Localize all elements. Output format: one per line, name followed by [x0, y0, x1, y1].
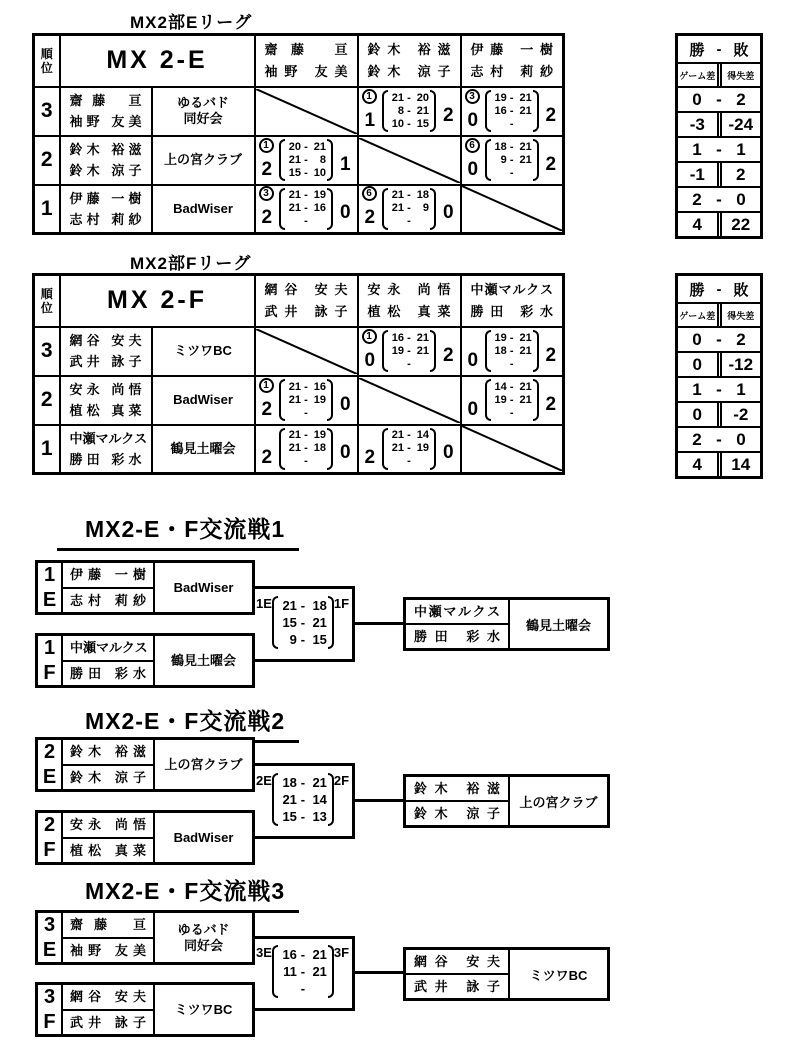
playoff-box-top	[35, 737, 255, 792]
connector-line	[253, 763, 355, 766]
games-won-right: 0	[442, 202, 454, 224]
pair-names: 齋藤 亘 袖野 友美	[60, 87, 152, 136]
seed-cell: 1 F	[38, 636, 63, 685]
opponent-header: 中瀬マルクス 勝田 彩水	[461, 275, 564, 327]
playoff-score: 3E 16 - 21 11 - 21 - 3F	[256, 945, 350, 996]
game-scores: 21 - 16 21 - 19 -	[288, 380, 327, 419]
diff-row: -1 2	[678, 161, 760, 186]
games-won-left: 2	[364, 207, 376, 229]
match-number-badge: 6	[465, 138, 480, 153]
connector-line	[253, 936, 355, 939]
bracket-left	[382, 90, 388, 132]
win-loss-header: 勝 - 敗	[689, 280, 749, 299]
diagonal-cell	[358, 376, 461, 425]
game-scores: 16 - 21 19 - 21 -	[391, 331, 430, 370]
team-name: 上の宮クラブ	[153, 740, 252, 789]
rank-header-cell	[34, 35, 60, 87]
game-scores: 19 - 21 18 - 21 -	[494, 331, 532, 370]
playoff-score: 2E 18 - 21 21 - 14 15 - 13 2F	[256, 773, 350, 824]
bracket-right	[533, 139, 539, 181]
pair-names: 網谷 安夫 武井 詠子	[60, 327, 152, 376]
game-scores: 21 - 14 21 - 19 -	[391, 429, 430, 468]
playoff-score: 1E 21 - 18 15 - 21 9 - 15 1F	[256, 596, 350, 647]
bracket-right	[327, 139, 333, 181]
game-scores: 21 - 18 21 - 9 -	[391, 189, 430, 228]
bracket-left	[272, 945, 278, 998]
team-name: 鶴見土曜会	[153, 636, 252, 685]
pair-names: 安永 尚悟 植松 真菜	[63, 813, 153, 862]
bracket-right	[327, 188, 333, 230]
diagonal-cell	[461, 185, 564, 234]
games-won-right: 0	[339, 202, 351, 224]
match-cell	[358, 425, 461, 474]
league-name-cell: MX 2-F	[60, 275, 255, 327]
match-cell	[461, 327, 564, 376]
team-name: ミツワBC	[153, 985, 252, 1034]
bracket-right	[430, 188, 436, 230]
games-won-left: 2	[261, 158, 273, 180]
match-cell	[255, 425, 358, 474]
rank-value: 2	[34, 376, 60, 425]
winner-pair: 鈴木 裕滋 鈴木 涼子	[406, 777, 508, 825]
win-loss-row: 1 - 1	[678, 376, 760, 401]
diff-header: ゲーム差 得失差	[678, 302, 760, 326]
games-won-right: 0	[442, 442, 454, 464]
game-scores: 20 - 21 21 - 8 15 - 10	[288, 140, 327, 179]
pair-names: 伊藤 一樹 志村 莉紗	[63, 563, 153, 612]
win-loss-row: 2 - 0	[678, 186, 760, 211]
league-row	[34, 136, 564, 185]
league-table-f	[32, 273, 565, 475]
team-name: 鶴見土曜会	[152, 425, 255, 474]
league-row	[34, 425, 564, 474]
bracket-right	[533, 379, 539, 421]
match-cell	[461, 376, 564, 425]
connector-line	[352, 622, 403, 625]
team-name: BadWiser	[153, 563, 252, 612]
bracket-left	[382, 428, 388, 470]
win-loss-row: 2 - 0	[678, 426, 760, 451]
standings-e	[675, 33, 763, 239]
match-cell	[461, 136, 564, 185]
playoff-title-3: MX2-E・F交流戦3	[57, 873, 299, 913]
pair-names: 中瀬マルクス 勝田 彩水	[63, 636, 153, 685]
team-name: ミツワBC	[152, 327, 255, 376]
match-number-badge: 1	[259, 138, 274, 153]
games-won-left: 2	[261, 447, 273, 469]
diagonal-line	[462, 426, 563, 471]
match-cell	[255, 136, 358, 185]
playoff-title-2: MX2-E・F交流戦2	[57, 703, 299, 743]
games-won-left: 2	[261, 207, 273, 229]
games-won-left: 0	[467, 349, 479, 371]
seed-cell: 1 E	[38, 563, 63, 612]
diff-row: 4 14	[678, 451, 760, 476]
rank-value: 3	[34, 87, 60, 136]
league-header-row	[34, 275, 564, 327]
game-scores: 21 - 19 21 - 18 -	[288, 429, 327, 468]
diagonal-line	[359, 378, 460, 423]
diagonal-line	[462, 186, 563, 231]
win-loss-row: 0 - 2	[678, 86, 760, 111]
diagonal-cell	[255, 327, 358, 376]
rank-value: 1	[34, 425, 60, 474]
connector-line	[352, 971, 403, 974]
match-number-badge: 1	[362, 89, 377, 104]
bracket-right	[430, 428, 436, 470]
pair-names: 鈴木 裕滋 鈴木 涼子	[63, 740, 153, 789]
pair-names: 齋藤 亘 袖野 友美	[63, 913, 153, 962]
pair-names: 鈴木 裕滋 鈴木 涼子	[60, 136, 152, 185]
winner-box	[403, 947, 610, 1001]
opponent-header: 安永 尚悟 植松 真菜	[358, 275, 461, 327]
winner-box	[403, 774, 610, 828]
diagonal-line	[256, 89, 357, 134]
bracket-left	[485, 379, 491, 421]
diff-header: ゲーム差 得失差	[678, 62, 760, 86]
seed-cell: 2 F	[38, 813, 63, 862]
games-won-right: 0	[339, 393, 351, 415]
rank-value: 2	[34, 136, 60, 185]
league-title-e: MX2部Eリーグ	[130, 13, 253, 32]
rank-value: 1	[34, 185, 60, 234]
winner-pair: 網谷 安夫 武井 詠子	[406, 950, 508, 998]
bracket-left	[272, 596, 278, 649]
winner-pair: 中瀬マルクス 勝田 彩水	[406, 600, 508, 648]
team-name: BadWiser	[152, 376, 255, 425]
bracket-right	[327, 428, 333, 470]
pair-names: 網谷 安夫 武井 詠子	[63, 985, 153, 1034]
pair-names: 中瀬マルクス 勝田 彩水	[60, 425, 152, 474]
match-cell	[255, 185, 358, 234]
game-scores: 18 - 21 9 - 21 -	[494, 140, 532, 179]
diff-row: 4 22	[678, 211, 760, 236]
bracket-left	[279, 139, 285, 181]
league-table-e	[32, 33, 565, 235]
games-won-right: 2	[545, 393, 557, 415]
game-scores: 16 - 21 11 - 21 -	[282, 947, 327, 996]
bracket-left	[382, 330, 388, 372]
playoff-box-top	[35, 910, 255, 965]
bracket-left	[272, 773, 278, 826]
opponent-header: 鈴木 裕滋 鈴木 涼子	[358, 35, 461, 87]
game-scores: 19 - 21 16 - 21 -	[494, 91, 532, 130]
games-won-right: 2	[545, 344, 557, 366]
opponent-header: 齋藤 亘 袖野 友美	[255, 35, 358, 87]
match-number-badge: 1	[259, 378, 274, 393]
bracket-left	[279, 188, 285, 230]
diff-row: 0 -2	[678, 401, 760, 426]
game-scores: 18 - 21 21 - 14 15 - 13	[282, 775, 327, 824]
connector-line	[253, 586, 355, 589]
match-number-badge: 3	[465, 89, 480, 104]
bracket-left	[485, 90, 491, 132]
winner-team: ミツワBC	[508, 950, 607, 998]
diagonal-cell	[255, 87, 358, 136]
opponent-header: 網谷 安夫 武井 詠子	[255, 275, 358, 327]
match-cell	[255, 376, 358, 425]
seed-cell: 3 E	[38, 913, 63, 962]
games-won-right: 1	[339, 153, 351, 175]
win-loss-row: 0 - 2	[678, 326, 760, 351]
match-cell	[358, 185, 461, 234]
diff-row: -3 -24	[678, 111, 760, 136]
game-scores: 21 - 18 15 - 21 9 - 15	[282, 598, 327, 647]
game-scores: 21 - 19 21 - 16 -	[288, 189, 327, 228]
pair-names: 安永 尚悟 植松 真菜	[60, 376, 152, 425]
diagonal-line	[359, 138, 460, 183]
bracket-left	[279, 379, 285, 421]
games-won-left: 1	[364, 109, 376, 131]
rank-header: 順位	[40, 286, 53, 315]
bracket-right	[430, 330, 436, 372]
playoff-box-bottom	[35, 810, 255, 865]
pair-names: 伊藤 一樹 志村 莉紗	[60, 185, 152, 234]
league-row	[34, 185, 564, 234]
bracket-right	[533, 330, 539, 372]
match-number-badge: 3	[259, 186, 274, 201]
bracket-left	[382, 188, 388, 230]
games-won-right: 2	[545, 153, 557, 175]
playoff-box-bottom	[35, 982, 255, 1037]
seed-cell: 3 F	[38, 985, 63, 1034]
games-won-right: 2	[442, 104, 454, 126]
team-name: 上の宮クラブ	[152, 136, 255, 185]
team-name: ゆるバド 同好会	[153, 913, 252, 962]
bracket-right	[327, 379, 333, 421]
connector-line	[253, 659, 355, 662]
league-row	[34, 87, 564, 136]
diff-row: 0 -12	[678, 351, 760, 376]
team-name: BadWiser	[152, 185, 255, 234]
diagonal-cell	[358, 136, 461, 185]
winner-box	[403, 597, 610, 651]
connector-line	[352, 799, 403, 802]
team-name: BadWiser	[153, 813, 252, 862]
match-number-badge: 6	[362, 186, 377, 201]
bracket-right	[430, 90, 436, 132]
league-header-row	[34, 35, 564, 87]
game-scores: 14 - 21 19 - 21 -	[494, 380, 532, 419]
rank-value: 3	[34, 327, 60, 376]
match-cell	[358, 87, 461, 136]
games-won-left: 0	[467, 158, 479, 180]
opponent-header: 伊藤 一樹 志村 莉紗	[461, 35, 564, 87]
win-loss-header: 勝 - 敗	[689, 40, 749, 59]
match-cell	[358, 327, 461, 376]
win-loss-row: 1 - 1	[678, 136, 760, 161]
playoff-box-top	[35, 560, 255, 615]
games-won-right: 0	[339, 442, 351, 464]
games-won-left: 2	[261, 398, 273, 420]
winner-team: 鶴見土曜会	[508, 600, 607, 648]
playoff-title-1: MX2-E・F交流戦1	[57, 511, 299, 551]
league-name-cell: MX 2-E	[60, 35, 255, 87]
bracket-left	[279, 428, 285, 470]
games-won-left: 0	[467, 109, 479, 131]
games-won-right: 2	[545, 104, 557, 126]
standings-f	[675, 273, 763, 479]
diagonal-cell	[461, 425, 564, 474]
rank-header: 順位	[40, 46, 53, 75]
playoff-box-bottom	[35, 633, 255, 688]
game-scores: 21 - 20 8 - 21 10 - 15	[391, 91, 430, 130]
bracket-left	[485, 330, 491, 372]
games-won-left: 0	[364, 349, 376, 371]
games-won-left: 2	[364, 447, 376, 469]
team-name: ゆるバド 同好会	[152, 87, 255, 136]
league-row	[34, 327, 564, 376]
connector-line	[253, 836, 355, 839]
league-row	[34, 376, 564, 425]
league-title-f: MX2部Fリーグ	[130, 254, 252, 273]
match-number-badge: 1	[362, 329, 377, 344]
bracket-left	[485, 139, 491, 181]
bracket-right	[533, 90, 539, 132]
rank-header-cell	[34, 275, 60, 327]
games-won-left: 0	[467, 398, 479, 420]
winner-team: 上の宮クラブ	[508, 777, 607, 825]
games-won-right: 2	[442, 344, 454, 366]
connector-line	[253, 1008, 355, 1011]
seed-cell: 2 E	[38, 740, 63, 789]
match-cell	[461, 87, 564, 136]
diagonal-line	[256, 329, 357, 374]
